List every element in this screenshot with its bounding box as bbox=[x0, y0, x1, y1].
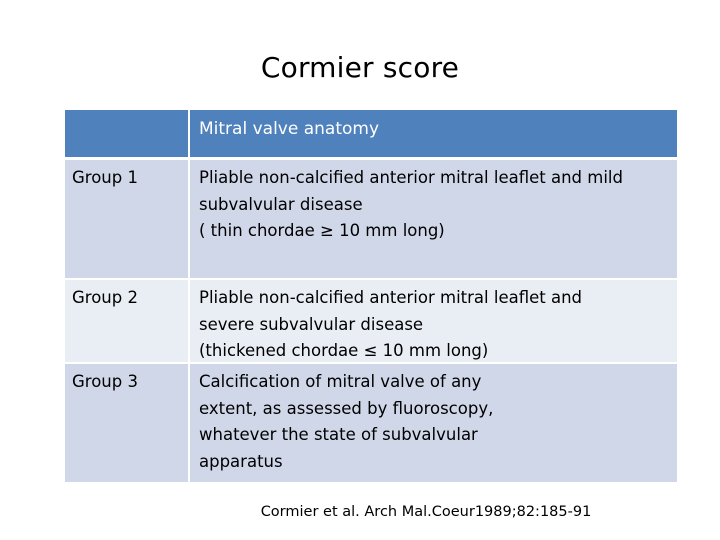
slide-title: Cormier score bbox=[260, 51, 460, 84]
group-1-label: Group 1 bbox=[65, 160, 190, 280]
group-2-line-3: (thickened chordae ≤ 10 mm long) bbox=[199, 341, 489, 360]
group-2-line-2: severe subvalvular disease bbox=[199, 314, 424, 334]
group-3-description bbox=[190, 364, 677, 482]
group-1-description bbox=[190, 160, 677, 280]
group-3-line-2: extent, as assessed by fluoroscopy, bbox=[199, 398, 494, 418]
group-3-line-3: whatever the state of subvalvular bbox=[199, 425, 478, 444]
group-1-line-3: ( thin chordae ≥ 10 mm long) bbox=[199, 221, 445, 240]
table-header-mitral-valve-anatomy: Mitral valve anatomy bbox=[190, 110, 677, 160]
group-2-line-1: Pliable non-calcified anterior mitral leaflet and bbox=[199, 288, 583, 307]
group-2-description bbox=[190, 280, 677, 364]
group-2-label: Group 2 bbox=[65, 280, 190, 364]
group-3-line-4: apparatus bbox=[199, 451, 283, 471]
cormier-score-table bbox=[65, 110, 677, 482]
group-3-label: Group 3 bbox=[65, 364, 190, 482]
group-1-line-1: Pliable non-calcified anterior mitral leaflet and mild bbox=[199, 168, 623, 187]
group-3-line-1: Calcification of mitral valve of any bbox=[199, 372, 482, 391]
table-header-stub bbox=[65, 110, 190, 160]
citation: Cormier et al. Arch Mal.Coeur1989;82:185-91 bbox=[260, 504, 592, 520]
group-1-line-2: subvalvular disease bbox=[199, 194, 363, 214]
